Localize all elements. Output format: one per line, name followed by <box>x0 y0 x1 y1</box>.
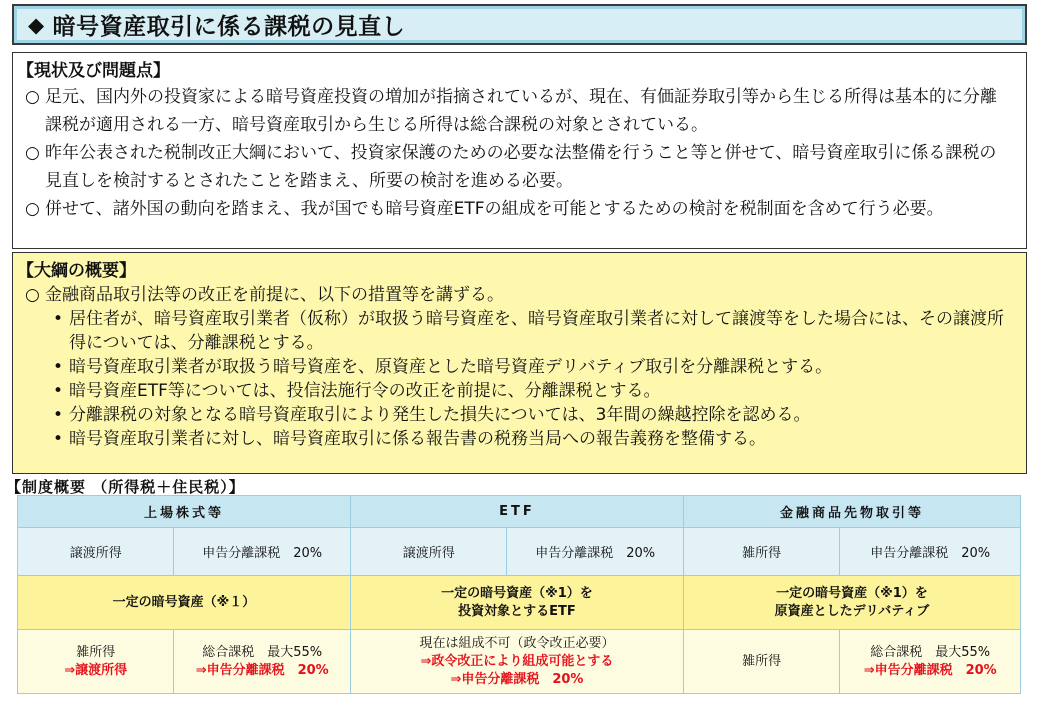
table-cell: 申告分離課税 20% <box>174 528 351 576</box>
list-item <box>45 403 1026 427</box>
new-value: ⇒申告分離課税 20% <box>195 662 329 678</box>
table-cell: 譲渡所得 <box>350 528 506 576</box>
list-item-text: 分離課税の対象となる暗号資産取引により発生した損失については、3年間の繰越控除を認める。 <box>69 405 811 425</box>
list-item-text: 居住者が、暗号資産取引業者（仮称）が取扱う暗号資産を、暗号資産取引業者に対して譲渡等をした場合には、その譲渡所得については、分離課税とする。 <box>69 309 1004 353</box>
circle-marker-icon: ○ <box>25 87 40 107</box>
crypto-header-line: 一定の暗号資産（※1）を <box>776 585 928 601</box>
page-title-bar <box>12 4 1027 45</box>
current-value: 雑所得 <box>76 644 116 660</box>
crypto-header-line: 一定の暗号資産（※1）を <box>441 585 593 601</box>
list-item <box>45 307 1026 355</box>
table-cell <box>350 630 683 694</box>
table-cell: 申告分離課税 20% <box>840 528 1021 576</box>
crypto-header-etf <box>350 576 683 630</box>
table-header-row <box>18 496 1021 528</box>
outline-bullet-list <box>13 307 1026 451</box>
bullet-icon: • <box>53 357 64 377</box>
crypto-header-spot <box>18 576 351 630</box>
diamond-icon: ◆ <box>28 12 45 37</box>
status-paragraph-text: 昨年公表された税制改正大綱において、投資家保護のための必要な法整備を行うこと等と併せて、暗号資産取引に係る課税の見直しを検討するとされたことを踏まえ、所要の検討を進める必要。 <box>45 143 997 191</box>
circle-marker-icon: ○ <box>25 199 40 219</box>
circle-marker-icon: ○ <box>25 285 40 305</box>
status-paragraph-text: 足元、国内外の投資家による暗号資産投資の増加が指摘されているが、現在、有価証券取引等から生じる所得は基本的に分離課税が適用される一方、暗号資産取引から生じる所得は総合課税の対象とされている。 <box>45 87 997 135</box>
outline-lead <box>13 283 1026 307</box>
table-cell: 雑所得 <box>683 528 839 576</box>
table-row <box>18 528 1021 576</box>
status-paragraph <box>13 139 1026 195</box>
status-paragraph <box>13 83 1026 139</box>
table-row <box>18 630 1021 694</box>
header-etf: ETF <box>350 496 683 528</box>
list-item-text: 暗号資産取引業者に対し、暗号資産取引に係る報告書の税務当局への報告義務を整備する。 <box>69 429 766 449</box>
list-item-text: 暗号資産取引業者が取扱う暗号資産を、原資産とした暗号資産デリバティブ取引を分離課税とする。 <box>69 357 833 377</box>
header-futures: 金融商品先物取引等 <box>683 496 1020 528</box>
status-section <box>12 52 1027 249</box>
table-cell: 雑所得 <box>683 630 839 694</box>
new-value: ⇒譲渡所得 <box>64 662 128 678</box>
new-value: ⇒政令改正により組成可能とする <box>420 653 614 669</box>
crypto-header-line: 原資産としたデリバティブ <box>774 603 930 619</box>
outline-section <box>12 252 1027 474</box>
bullet-icon: • <box>53 309 64 329</box>
circle-marker-icon: ○ <box>25 143 40 163</box>
current-value: 総合課税 最大55% <box>202 644 323 660</box>
table-cell <box>174 630 351 694</box>
crypto-header-derivative <box>683 576 1020 630</box>
current-value: 現在は組成不可（政令改正必要） <box>419 635 615 651</box>
list-item <box>45 355 1026 379</box>
new-value: ⇒申告分離課税 20% <box>863 662 997 678</box>
status-paragraph-text: 併せて、諸外国の動向を踏まえ、我が国でも暗号資産ETFの組成を可能とするための検討を税制面を含めて行う必要。 <box>45 199 944 219</box>
current-value: 総合課税 最大55% <box>870 644 991 660</box>
page-title: 暗号資産取引に係る課税の見直し <box>52 14 406 40</box>
list-item <box>45 379 1026 403</box>
list-item-text: 暗号資産ETF等については、投信法施行令の改正を前提に、分離課税とする。 <box>69 381 661 401</box>
table-row <box>18 576 1021 630</box>
outline-lead-text: 金融商品取引法等の改正を前提に、以下の措置等を講ずる。 <box>45 285 504 305</box>
table-cell <box>18 630 174 694</box>
crypto-header-line: 一定の暗号資産（※１） <box>112 594 256 610</box>
table-cell: 譲渡所得 <box>18 528 174 576</box>
system-overview-table <box>17 495 1021 694</box>
system-overview-label: 【制度概要 （所得税＋住民税）】 <box>6 478 245 496</box>
header-listed-stocks: 上場株式等 <box>18 496 351 528</box>
list-item <box>45 427 1026 451</box>
new-value: ⇒申告分離課税 20% <box>450 671 584 687</box>
crypto-header-line: 投資対象とするETF <box>458 603 576 619</box>
bullet-icon: • <box>53 381 64 401</box>
status-paragraph <box>13 195 1026 223</box>
outline-heading: 【大綱の概要】 <box>17 261 136 281</box>
table-cell: 申告分離課税 20% <box>507 528 684 576</box>
bullet-icon: • <box>53 405 64 425</box>
status-heading: 【現状及び問題点】 <box>17 61 170 81</box>
bullet-icon: • <box>53 429 64 449</box>
table-cell <box>840 630 1021 694</box>
